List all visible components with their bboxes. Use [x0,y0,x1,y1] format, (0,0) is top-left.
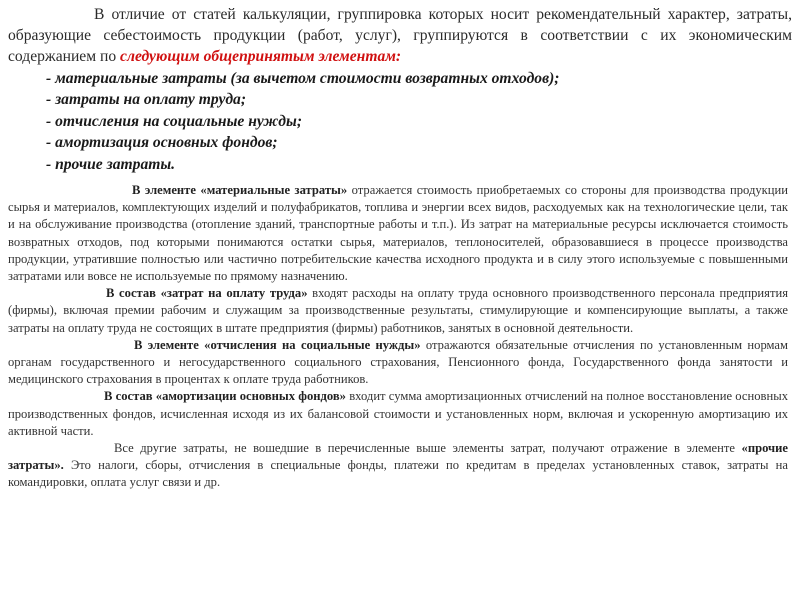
paragraph-material-lead: В элементе «материальные затраты» [132,183,348,197]
intro-highlight: следующим общепринятым элементам [120,48,396,65]
paragraph-material-text: отражается стоимость приобретаемых со стороны для производства продукции сырья и материалов, комплектующих изделий и полуфабрикатов, топлива и энергии всех видов, расходуемых как на технологические цели, так и на обслуживание производства (отопление зданий, транспортные работы и т.п.). Из затрат на материальные ресурсы исключается стоимость возвратных отходов, под которыми понимаются остатки сырья, материалов, теплоносителей, образовавшиеся в процессе производства продукции, утратившие полностью или частично потребительские качества исходного продукта и в силу этого используемые с повышенными затратами или вовсе не используемые по прямому назначению. [8,183,788,284]
list-item: - материальные затраты (за вычетом стоимости возвратных отходов); [46,70,560,87]
list-item: - амортизация основных фондов; [46,134,278,152]
list-item: - затраты на оплату труда; [46,91,247,109]
paragraph-depreciation-text: входит сумма амортизационных отчислений на полное восстановление основных производственных фондов, исчисленная исходя из их балансовой стоимости и установленных норм, включая и ускоренную амортизацию их активной части. [8,389,788,438]
paragraph-other [8,440,788,492]
cost-elements-list [46,68,559,175]
paragraph-social-text: отражаются обязательные отчисления по установленным нормам органам государственного и негосударственного социального страхования, Пенсионного фонда, Государственного фонда занятости и медицинского страхования в процентах к оплате труда работников. [8,337,788,387]
paragraph-depreciation [8,388,788,440]
paragraph-social-lead: В элементе «отчисления на социальные нужды» [134,337,421,352]
intro-colon: : [395,48,402,65]
paragraph-depreciation-lead: В состав «амортизации основных фондов» [104,389,346,404]
paragraph-labor-text: входят расходы на оплату труда основного производственного персонала предприятия (фирмы), включая премии рабочим и служащим за производственные результаты, стимулирующие и компенсирующие выплаты, а также затраты на оплату труда не состоящих в штате предприятия (фирмы) работников, занятых в основной деятельности. [8,286,788,335]
list-item: - отчисления на социальные нужды; [46,112,303,130]
details-section [8,182,788,492]
paragraph-other-before: Все другие затраты, не вошедшие в перечисленные выше элементы затрат, получают отражение в элементе [114,441,742,456]
intro-paragraph [8,4,792,67]
intro-text: В отличие от статей калькуляции, группировка которых носит рекомендательный характер, затраты, образующие себестоимость продукции (работ, услуг), группируются в соответствии с их экономическим содержанием по [8,6,792,65]
paragraph-other-lead: «прочие затраты». [8,441,788,473]
paragraph-social [8,337,788,389]
list-item: - прочие затраты. [46,155,176,173]
paragraph-labor-lead: В состав «затрат на оплату труда» [106,286,308,301]
paragraph-labor [8,285,788,337]
paragraph-other-text: Это налоги, сборы, отчисления в специальные фонды, платежи по кредитам в пределах установленных ставок, затраты на командировки, оплата услуг связи и др. [8,458,788,490]
paragraph-material [8,182,788,285]
